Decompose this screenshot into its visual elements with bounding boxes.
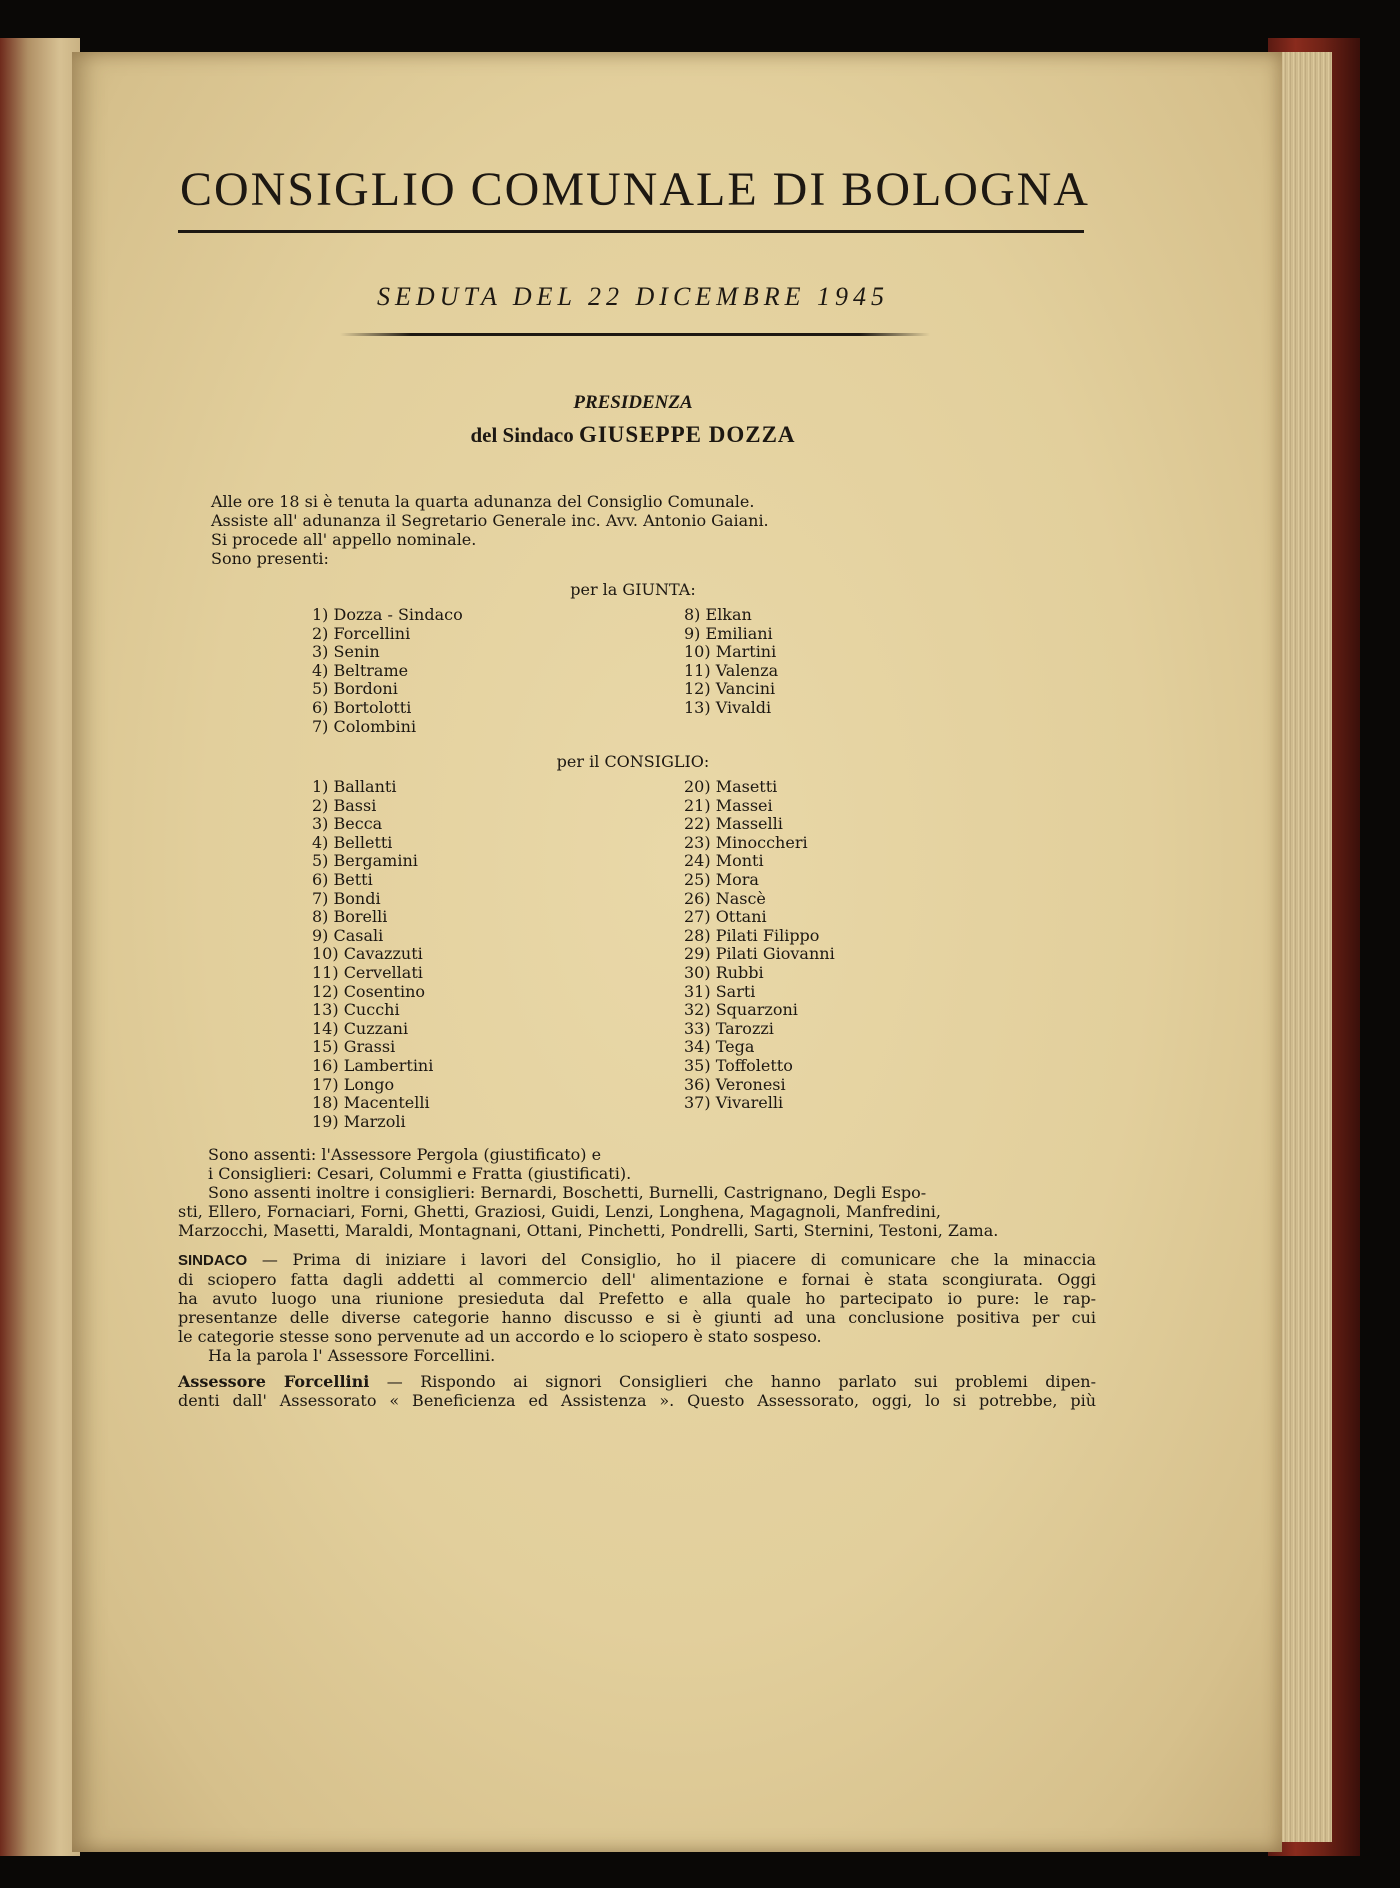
absent-line: Sono assenti: l'Assessore Pergola (giustificato) e xyxy=(208,1145,602,1164)
consiglio-member: 8) Borelli xyxy=(312,907,388,927)
consiglio-member: 31) Sarti xyxy=(684,981,756,1001)
intro-line: Assiste all' adunanza il Segretario Generale inc. Avv. Antonio Gaiani. xyxy=(211,511,769,530)
consiglio-member: 34) Tega xyxy=(684,1037,755,1057)
consiglio-member: 21) Massei xyxy=(684,795,773,815)
intro-line: Sono presenti: xyxy=(211,549,329,568)
consiglio-member: 3) Becca xyxy=(312,814,383,834)
intro-line: Si procede all' appello nominale. xyxy=(211,530,477,549)
consiglio-member: 1) Ballanti xyxy=(312,777,397,796)
consiglio-member: 13) Cucchi xyxy=(312,1000,400,1020)
speaker-name: SINDACO xyxy=(178,1252,248,1269)
title-rule xyxy=(178,230,1084,233)
consiglio-member: 25) Mora xyxy=(684,869,759,889)
speaker-name: Assessore Forcellini xyxy=(178,1372,370,1391)
giunta-member: 1) Dozza - Sindaco xyxy=(312,605,463,624)
consiglio-member: 33) Tarozzi xyxy=(684,1018,774,1038)
giunta-member: 2) Forcellini xyxy=(312,623,411,643)
consiglio-member: 4) Belletti xyxy=(312,832,393,852)
giunta-member: 6) Bortolotti xyxy=(312,697,412,717)
consiglio-member: 10) Cavazzuti xyxy=(312,944,423,964)
consiglio-member: 27) Ottani xyxy=(684,907,767,927)
consiglio-member: 32) Squarzoni xyxy=(684,1000,798,1020)
giunta-member: 12) Vancini xyxy=(684,679,776,699)
paragraph-text: — Rispondo ai signori Consiglieri che hanno parlato sui problemi dipen- xyxy=(386,1372,1096,1391)
page-title: CONSIGLIO COMUNALE DI BOLOGNA xyxy=(180,163,1090,216)
consiglio-member: 19) Marzoli xyxy=(312,1111,406,1131)
left-page-edge xyxy=(0,38,80,1856)
consiglio-left-list xyxy=(312,778,433,1131)
session-date: SEDUTA DEL 22 DICEMBRE 1945 xyxy=(377,282,889,311)
consiglio-member: 9) Casali xyxy=(312,925,384,945)
paragraph-line: ha avuto luogo una riunione presieduta dal Prefetto e alla quale ho partecipato io pure: le rap- xyxy=(178,1289,1096,1308)
giunta-member: 3) Senin xyxy=(312,642,380,662)
consiglio-member: 6) Betti xyxy=(312,869,373,889)
sindaco-line xyxy=(180,422,1086,448)
giunta-member: 4) Beltrame xyxy=(312,660,409,680)
consiglio-member: 28) Pilati Filippo xyxy=(684,925,820,945)
absent-line: Sono assenti inoltre i consiglieri: Bernardi, Boschetti, Burnelli, Castrignano, Degli Espo- xyxy=(208,1183,927,1202)
giunta-member: 7) Colombini xyxy=(312,716,417,736)
consiglio-heading: per il CONSIGLIO: xyxy=(556,752,710,771)
consiglio-member: 14) Cuzzani xyxy=(312,1018,409,1038)
giunta-member: 10) Martini xyxy=(684,642,777,662)
consiglio-member: 23) Minoccheri xyxy=(684,832,808,852)
giunta-member: 13) Vivaldi xyxy=(684,697,772,717)
consiglio-member: 16) Lambertini xyxy=(312,1055,434,1075)
paragraph-line xyxy=(178,1250,1096,1270)
forcellini-paragraph xyxy=(178,1372,1096,1410)
consiglio-right-list xyxy=(684,778,835,1113)
giunta-left-list xyxy=(312,606,463,736)
intro-block xyxy=(211,492,1091,568)
paragraph-line: di sciopero fatta dagli addetti al commercio dell' alimentazione e fornai è stata scongiurata. Oggi xyxy=(178,1270,1096,1289)
consiglio-member: 37) Vivarelli xyxy=(684,1093,784,1113)
consiglio-member: 36) Veronesi xyxy=(684,1074,786,1094)
absent-line: i Consiglieri: Cesari, Colummi e Fratta (giustificati). xyxy=(208,1164,632,1183)
intro-line: Alle ore 18 si è tenuta la quarta adunanza del Consiglio Comunale. xyxy=(211,492,755,511)
presidenza-heading: PRESIDENZA xyxy=(573,392,693,413)
sindaco-prefix: del Sindaco xyxy=(470,423,574,447)
consiglio-member: 20) Masetti xyxy=(684,777,778,796)
consiglio-member: 15) Grassi xyxy=(312,1037,396,1057)
consiglio-member: 18) Macentelli xyxy=(312,1093,430,1113)
giunta-right-list xyxy=(684,606,778,718)
giunta-member: 9) Emiliani xyxy=(684,623,773,643)
absent-block xyxy=(178,1145,1096,1240)
document-page xyxy=(72,52,1282,1852)
paragraph-text: — Prima di iniziare i lavori del Consiglio, ho il piacere di comunicare che la minaccia xyxy=(261,1250,1097,1269)
absent-line: Marzocchi, Masetti, Maraldi, Montagnani, Ottani, Pinchetti, Pondrelli, Sarti, Sternini, Testoni, Zama. xyxy=(178,1221,999,1240)
consiglio-member: 7) Bondi xyxy=(312,888,381,908)
giunta-member: 8) Elkan xyxy=(684,605,752,624)
consiglio-member: 30) Rubbi xyxy=(684,962,764,982)
giunta-member: 5) Bordoni xyxy=(312,679,398,699)
absent-line: sti, Ellero, Fornaciari, Forni, Ghetti, Graziosi, Guidi, Lenzi, Longhena, Magagnoli, Manfredini, xyxy=(178,1202,941,1221)
sindaco-name: GIUSEPPE DOZZA xyxy=(578,422,796,447)
paragraph-line: Ha la parola l' Assessore Forcellini. xyxy=(208,1346,496,1365)
paragraph-line: presentanze delle diverse categorie hanno discusso e si è giunti ad una conclusione positiva per cui xyxy=(178,1308,1096,1327)
consiglio-member: 17) Longo xyxy=(312,1074,395,1094)
paragraph-line xyxy=(178,1372,1096,1391)
sindaco-paragraph xyxy=(178,1250,1096,1365)
consiglio-member: 12) Cosentino xyxy=(312,981,426,1001)
consiglio-member: 5) Bergamini xyxy=(312,851,418,871)
consiglio-member: 11) Cervellati xyxy=(312,962,423,982)
consiglio-member: 22) Masselli xyxy=(684,814,783,834)
giunta-member: 11) Valenza xyxy=(684,660,779,680)
consiglio-member: 26) Nascè xyxy=(684,888,766,908)
consiglio-member: 35) Toffoletto xyxy=(684,1055,793,1075)
subtitle-rule xyxy=(340,333,930,336)
consiglio-member: 29) Pilati Giovanni xyxy=(684,944,835,964)
consiglio-member: 2) Bassi xyxy=(312,795,377,815)
paragraph-line: denti dall' Assessorato « Beneficienza ed Assistenza ». Questo Assessorato, oggi, lo si potrebbe, più xyxy=(178,1391,1096,1410)
paragraph-line: le categorie stesse sono pervenute ad un accordo e lo sciopero è stato sospeso. xyxy=(178,1327,822,1346)
giunta-heading: per la GIUNTA: xyxy=(570,580,696,599)
consiglio-member: 24) Monti xyxy=(684,851,764,871)
